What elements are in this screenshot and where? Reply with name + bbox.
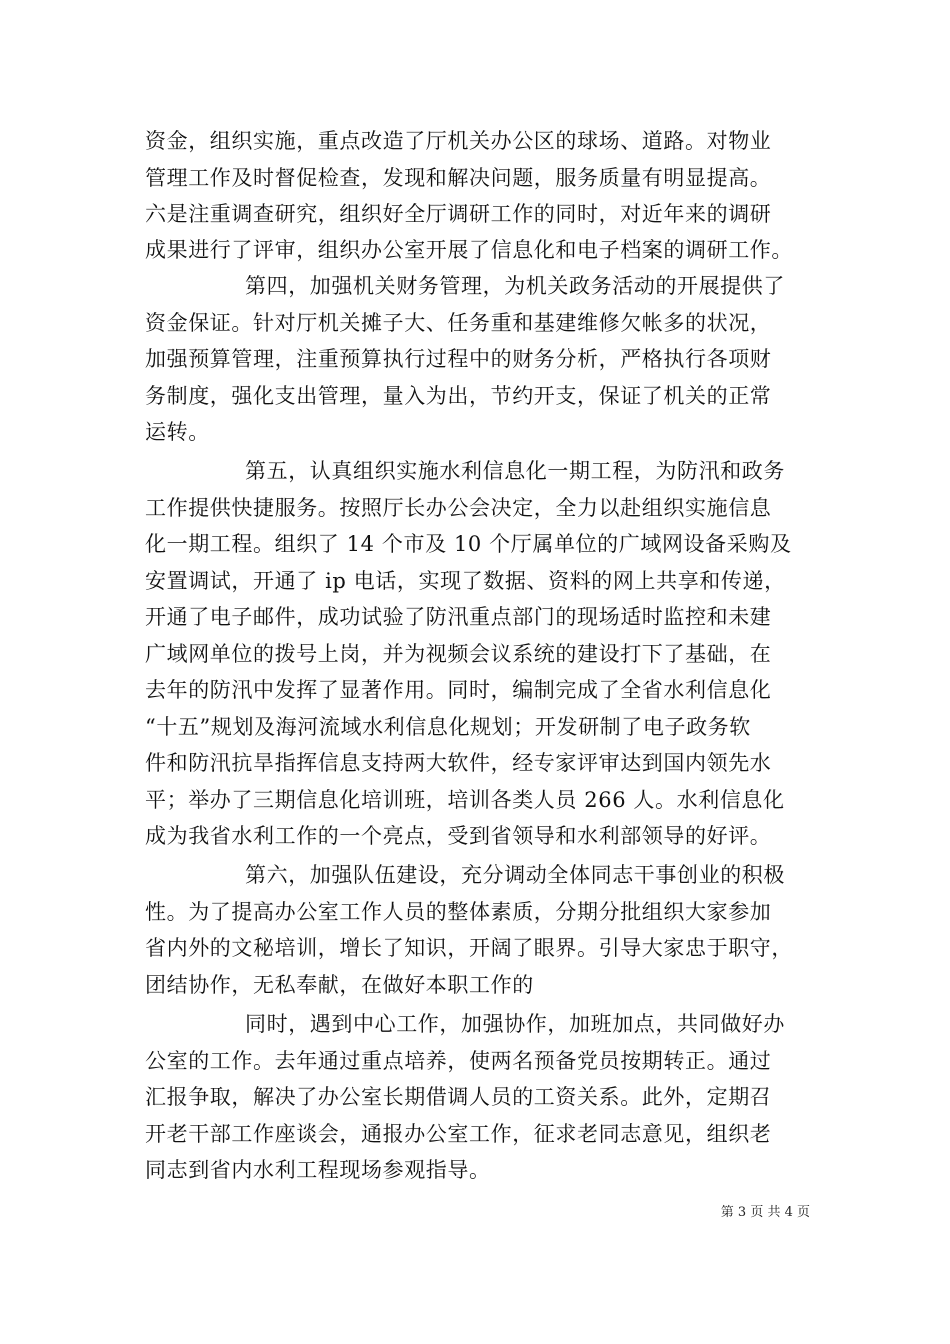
text-line: 公室的工作。去年通过重点培养，使两名预备党员按期转正。通过 xyxy=(145,1049,772,1073)
text-line: 化一期工程。组织了 14 个市及 10 个厅属单位的广域网设备采购及 xyxy=(145,532,792,556)
text-line: 同志到省内水利工程现场参观指导。 xyxy=(145,1158,491,1182)
text-line: 资金保证。针对厅机关摊子大、任务重和基建维修欠帐多的状况， xyxy=(145,311,772,335)
text-line: 务制度，强化支出管理，量入为出，节约开支，保证了机关的正常 xyxy=(145,384,772,408)
paragraph-start-line: 同时，遇到中心工作，加强协作，加班加点，共同做好办 xyxy=(245,1012,785,1036)
text-line: “十五”规划及海河流域水利信息化规划；开发研制了电子政务软 xyxy=(145,715,751,739)
text-line: 成果进行了评审，组织办公室开展了信息化和电子档案的调研工作。 xyxy=(145,238,793,262)
page-number-footer: 第 3 页 共 4 页 xyxy=(720,1205,810,1220)
text-line: 团结协作，无私奉献，在做好本职工作的 xyxy=(145,973,534,997)
text-line: 广域网单位的拨号上岗，并为视频会议系统的建设打下了基础，在 xyxy=(145,642,772,666)
text-line: 资金，组织实施，重点改造了厅机关办公区的球场、道路。对物业 xyxy=(145,129,772,153)
text-line: 工作提供快捷服务。按照厅长办公会决定，全力以赴组织实施信息 xyxy=(145,496,772,520)
text-line: 省内外的文秘培训，增长了知识，开阔了眼界。引导大家忠于职守， xyxy=(145,936,793,960)
text-line: 管理工作及时督促检查，发现和解决问题，服务质量有明显提高。 xyxy=(145,166,772,190)
text-line: 开通了电子邮件，成功试验了防汛重点部门的现场适时监控和未建 xyxy=(145,605,772,629)
text-line: 六是注重调查研究，组织好全厅调研工作的同时，对近年来的调研 xyxy=(145,202,772,226)
paragraph-start-line: 第六，加强队伍建设，充分调动全体同志干事创业的积极 xyxy=(245,863,785,887)
paragraph-start-line: 第四，加强机关财务管理，为机关政务活动的开展提供了 xyxy=(245,274,785,298)
text-line: 开老干部工作座谈会，通报办公室工作，征求老同志意见，组织老 xyxy=(145,1122,772,1146)
text-line: 去年的防汛中发挥了显著作用。同时，编制完成了全省水利信息化 xyxy=(145,678,772,702)
text-line: 平；举办了三期信息化培训班，培训各类人员 266 人。水利信息化 xyxy=(145,788,785,812)
text-line: 成为我省水利工作的一个亮点，受到省领导和水利部领导的好评。 xyxy=(145,824,772,848)
text-line: 汇报争取，解决了办公室长期借调人员的工资关系。此外，定期召 xyxy=(145,1085,772,1109)
text-line: 运转。 xyxy=(145,420,210,444)
text-line: 件和防汛抗旱指挥信息支持两大软件，经专家评审达到国内领先水 xyxy=(145,751,772,775)
text-line: 性。为了提高办公室工作人员的整体素质，分期分批组织大家参加 xyxy=(145,900,772,924)
paragraph-start-line: 第五，认真组织实施水利信息化一期工程，为防汛和政务 xyxy=(245,459,785,483)
text-line: 安置调试，开通了 ip 电话，实现了数据、资料的网上共享和传递， xyxy=(145,569,786,593)
text-line: 加强预算管理，注重预算执行过程中的财务分析，严格执行各项财 xyxy=(145,347,772,371)
